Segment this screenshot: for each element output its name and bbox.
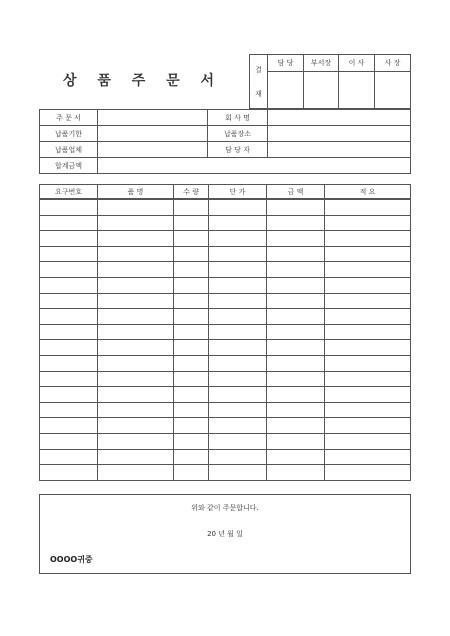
table-row [40,199,411,215]
table-row [40,231,411,247]
recipient-label: OOOO귀중 [50,555,93,564]
table-cell[interactable] [325,277,411,293]
table-cell[interactable] [174,418,209,434]
table-cell[interactable] [98,402,174,418]
table-cell[interactable] [209,215,267,231]
document-title: 상 품 주 문 서 [62,73,223,89]
table-row [40,387,411,403]
table-cell[interactable] [267,465,325,481]
table-cell[interactable] [40,402,98,418]
table-row [40,262,411,278]
table-cell[interactable] [267,387,325,403]
table-cell[interactable] [174,215,209,231]
table-cell[interactable] [40,215,98,231]
col-header-unit-price: 단 가 [209,185,267,200]
approval-role-dept-head: 부서장 [304,55,339,72]
table-cell[interactable] [209,340,267,356]
table-cell[interactable] [325,231,411,247]
item-rows [40,199,411,480]
approval-role-director: 이 사 [339,55,375,72]
footer-box [39,494,411,574]
approval-label-bottom: 재 [255,89,262,98]
table-cell[interactable] [325,387,411,403]
table-cell[interactable] [98,371,174,387]
table-cell[interactable] [209,246,267,262]
table-cell[interactable] [40,293,98,309]
table-cell[interactable] [325,340,411,356]
delivery-place-field[interactable] [268,126,411,142]
approval-sign-manager[interactable] [268,72,304,109]
table-cell[interactable] [325,355,411,371]
table-cell[interactable] [174,433,209,449]
order-no-label: 주 문 서 [40,110,98,126]
table-cell[interactable] [209,231,267,247]
total-amount-label: 합계금액 [40,158,98,174]
table-row [40,465,411,481]
table-cell[interactable] [174,402,209,418]
table-cell[interactable] [325,215,411,231]
table-cell[interactable] [98,465,174,481]
table-cell[interactable] [209,371,267,387]
table-cell[interactable] [174,231,209,247]
table-cell[interactable] [209,293,267,309]
table-cell[interactable] [267,199,325,215]
table-cell[interactable] [174,371,209,387]
table-cell[interactable] [325,433,411,449]
table-row [40,418,411,434]
table-cell[interactable] [40,262,98,278]
table-cell[interactable] [174,309,209,325]
table-row [40,246,411,262]
table-row [40,324,411,340]
items-table [39,184,411,481]
table-cell[interactable] [40,387,98,403]
table-cell[interactable] [98,231,174,247]
table-cell[interactable] [267,231,325,247]
table-cell[interactable] [98,262,174,278]
table-cell[interactable] [40,231,98,247]
total-amount-field[interactable] [98,158,411,174]
table-cell[interactable] [174,277,209,293]
table-cell[interactable] [98,418,174,434]
table-cell[interactable] [267,324,325,340]
table-cell[interactable] [325,465,411,481]
table-cell[interactable] [209,418,267,434]
table-cell[interactable] [267,433,325,449]
table-cell[interactable] [209,465,267,481]
company-name-label: 회 사 명 [208,110,268,126]
table-cell[interactable] [98,387,174,403]
table-row [40,371,411,387]
approval-role-manager: 담 당 [268,55,304,72]
table-cell[interactable] [98,355,174,371]
table-cell[interactable] [325,309,411,325]
table-cell[interactable] [267,340,325,356]
table-cell[interactable] [325,449,411,465]
table-row [40,215,411,231]
table-cell[interactable] [40,433,98,449]
table-cell[interactable] [325,246,411,262]
approval-box [249,54,411,109]
table-cell[interactable] [98,277,174,293]
table-cell[interactable] [209,262,267,278]
table-cell[interactable] [98,309,174,325]
table-cell[interactable] [267,246,325,262]
table-row [40,433,411,449]
table-cell[interactable] [325,418,411,434]
table-cell[interactable] [174,246,209,262]
table-row [40,309,411,325]
approval-sign-dept-head[interactable] [304,72,339,109]
table-cell[interactable] [98,199,174,215]
table-row [40,277,411,293]
table-cell[interactable] [267,309,325,325]
order-no-field[interactable] [98,110,208,126]
table-row [40,449,411,465]
table-cell[interactable] [209,433,267,449]
table-cell[interactable] [267,215,325,231]
table-row [40,355,411,371]
table-cell[interactable] [174,262,209,278]
table-cell[interactable] [40,355,98,371]
table-cell[interactable] [209,449,267,465]
table-row [40,402,411,418]
table-cell[interactable] [209,387,267,403]
table-cell[interactable] [40,340,98,356]
approval-label [250,55,268,109]
table-cell[interactable] [40,309,98,325]
table-cell[interactable] [40,418,98,434]
table-cell[interactable] [98,340,174,356]
table-cell[interactable] [267,418,325,434]
approval-label-top: 결 [255,65,262,74]
table-cell[interactable] [98,449,174,465]
table-cell[interactable] [267,402,325,418]
delivery-deadline-field[interactable] [98,126,208,142]
table-cell[interactable] [325,293,411,309]
table-cell[interactable] [325,199,411,215]
contact-person-label: 담 당 자 [208,142,268,158]
table-cell[interactable] [174,324,209,340]
table-cell[interactable] [98,293,174,309]
table-cell[interactable] [174,340,209,356]
delivery-place-label: 납품장소 [208,126,268,142]
table-cell[interactable] [325,402,411,418]
table-cell[interactable] [267,371,325,387]
table-cell[interactable] [209,199,267,215]
table-cell[interactable] [267,293,325,309]
table-cell[interactable] [40,324,98,340]
table-row [40,340,411,356]
order-statement: 위와 같이 주문합니다. [191,504,259,512]
table-cell[interactable] [325,262,411,278]
table-cell[interactable] [40,246,98,262]
table-cell[interactable] [209,309,267,325]
table-cell[interactable] [209,277,267,293]
table-cell[interactable] [40,277,98,293]
table-cell[interactable] [40,449,98,465]
company-name-field[interactable] [268,110,411,126]
table-cell[interactable] [40,465,98,481]
table-row [40,293,411,309]
approval-sign-director[interactable] [339,72,375,109]
approval-role-president: 사 장 [375,55,411,72]
col-header-request-no: 요구번호 [40,185,98,200]
table-cell[interactable] [267,355,325,371]
table-cell[interactable] [98,215,174,231]
table-cell[interactable] [267,262,325,278]
table-cell[interactable] [267,449,325,465]
table-cell[interactable] [174,449,209,465]
table-cell[interactable] [209,355,267,371]
table-cell[interactable] [174,387,209,403]
col-header-item-name: 품 명 [98,185,174,200]
supplier-field[interactable] [98,142,208,158]
table-cell[interactable] [174,355,209,371]
approval-sign-president[interactable] [375,72,411,109]
contact-person-field[interactable] [268,142,411,158]
table-cell[interactable] [98,324,174,340]
table-cell[interactable] [174,465,209,481]
table-cell[interactable] [209,402,267,418]
supplier-label: 납품업체 [40,142,98,158]
col-header-amount: 금 액 [267,185,325,200]
table-cell[interactable] [174,199,209,215]
col-header-remarks: 적 요 [325,185,411,200]
table-cell[interactable] [325,324,411,340]
table-cell[interactable] [325,371,411,387]
table-cell[interactable] [98,433,174,449]
table-cell[interactable] [40,371,98,387]
col-header-quantity: 수 량 [174,185,209,200]
table-cell[interactable] [98,246,174,262]
table-cell[interactable] [40,199,98,215]
table-cell[interactable] [267,277,325,293]
delivery-deadline-label: 납품기한 [40,126,98,142]
table-cell[interactable] [209,324,267,340]
order-date-line: 20 년 월 일 [207,530,243,538]
table-cell[interactable] [174,293,209,309]
order-info-table [39,109,411,174]
